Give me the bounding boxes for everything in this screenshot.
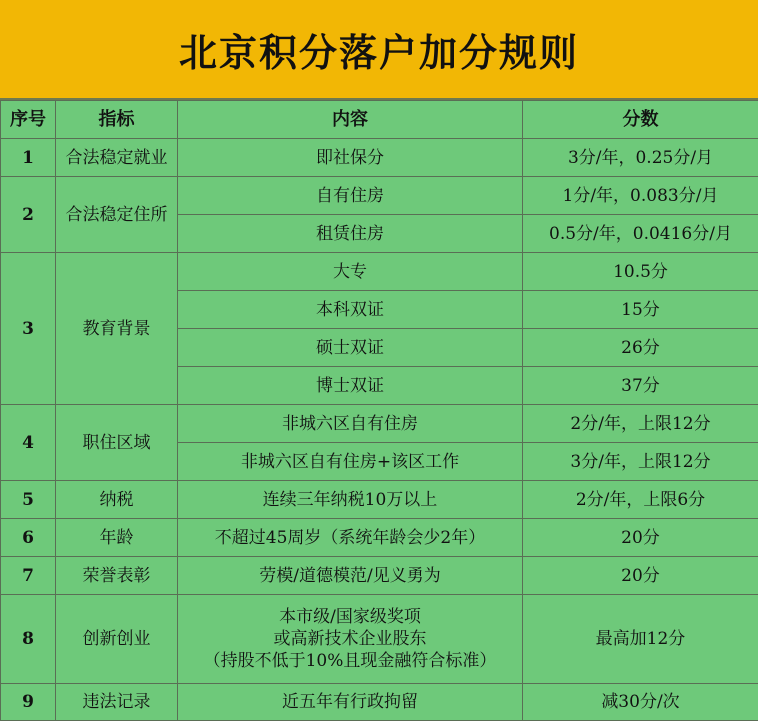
table-row (1, 481, 758, 519)
row-index: 2 (1, 177, 56, 253)
row-score: 20分 (523, 519, 758, 557)
row-content: 非城六区自有住房+该区工作 (178, 443, 523, 481)
row-content: 非城六区自有住房 (178, 405, 523, 443)
row-index: 7 (1, 557, 56, 595)
row-content: 大专 (178, 253, 523, 291)
column-header-indicator: 指标 (56, 101, 178, 139)
content-line: 或高新技术企业股东 (273, 629, 427, 649)
row-score: 最高加12分 (523, 595, 758, 684)
table-row (1, 519, 758, 557)
page-title: 北京积分落户加分规则 (178, 29, 579, 75)
row-content: 本科双证 (178, 291, 523, 329)
column-header-index: 序号 (1, 101, 56, 139)
row-score: 2分/年，上限6分 (523, 481, 758, 519)
table-row (1, 684, 758, 721)
table-row (1, 139, 758, 177)
rules-table (0, 100, 758, 721)
table-row (1, 405, 758, 443)
row-index: 9 (1, 684, 56, 721)
table-row (1, 253, 758, 291)
row-content: 硕士双证 (178, 329, 523, 367)
row-indicator: 纳税 (56, 481, 178, 519)
row-score: 26分 (523, 329, 758, 367)
content-line: 本市级/国家级奖项 (279, 607, 421, 627)
row-content: 博士双证 (178, 367, 523, 405)
row-indicator: 荣誉表彰 (56, 557, 178, 595)
row-score: 37分 (523, 367, 758, 405)
row-index: 3 (1, 253, 56, 405)
row-content (178, 595, 523, 684)
row-score: 3分/年，0.25分/月 (523, 139, 758, 177)
row-index: 6 (1, 519, 56, 557)
row-score: 3分/年，上限12分 (523, 443, 758, 481)
column-header-score: 分数 (523, 101, 758, 139)
row-score: 0.5分/年，0.0416分/月 (523, 215, 758, 253)
title-banner (0, 0, 758, 100)
row-content: 即社保分 (178, 139, 523, 177)
column-header-content: 内容 (178, 101, 523, 139)
row-content: 劳模/道德模范/见义勇为 (178, 557, 523, 595)
row-indicator: 职住区域 (56, 405, 178, 481)
row-score: 10.5分 (523, 253, 758, 291)
row-indicator: 创新创业 (56, 595, 178, 684)
row-content: 连续三年纳税10万以上 (178, 481, 523, 519)
row-indicator: 合法稳定住所 (56, 177, 178, 253)
row-score: 1分/年，0.083分/月 (523, 177, 758, 215)
row-score: 20分 (523, 557, 758, 595)
row-content: 近五年有行政拘留 (178, 684, 523, 721)
row-indicator: 合法稳定就业 (56, 139, 178, 177)
content-line: （持股不低于10%且现金融符合标准） (203, 651, 497, 671)
table-row (1, 557, 758, 595)
row-score: 减30分/次 (523, 684, 758, 721)
table-row (1, 177, 758, 215)
row-index: 5 (1, 481, 56, 519)
table-row (1, 595, 758, 684)
row-index: 4 (1, 405, 56, 481)
row-indicator: 教育背景 (56, 253, 178, 405)
table-header-row (1, 101, 758, 139)
row-content: 不超过45周岁（系统年龄会少2年） (178, 519, 523, 557)
row-score: 2分/年，上限12分 (523, 405, 758, 443)
row-indicator: 年龄 (56, 519, 178, 557)
row-score: 15分 (523, 291, 758, 329)
row-indicator: 违法记录 (56, 684, 178, 721)
row-content: 自有住房 (178, 177, 523, 215)
row-content: 租赁住房 (178, 215, 523, 253)
row-index: 1 (1, 139, 56, 177)
row-index: 8 (1, 595, 56, 684)
